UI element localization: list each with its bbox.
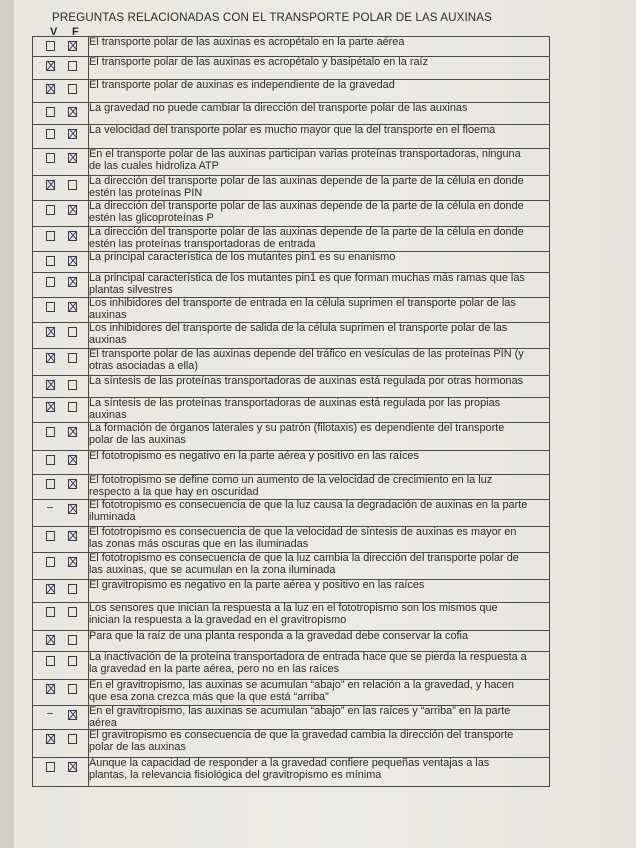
answer-cell [33,706,89,730]
question-row [33,252,550,273]
answer-cell [33,349,89,376]
question-text: El fototropismo es consecuencia de que la luz causa la degradación de auxinas en la parte iluminada [89,500,550,527]
questions-table [32,36,550,787]
answer-cell [33,273,89,298]
question-text: El fototropismo es consecuencia de que la luz cambia la dirección del transporte polar de las auxinas, que se acumulan en la zona iluminada [89,553,550,580]
question-row [33,201,550,227]
question-row [33,398,550,423]
true-checkbox[interactable] [46,256,55,266]
false-checkbox[interactable] [68,107,77,117]
true-checkbox[interactable] [46,380,55,390]
question-text: La dirección del transporte polar de las auxinas depende de la parte de la célula en donde estén las proteínas PIN [89,176,550,201]
answer-cell [33,680,89,706]
answer-cell [33,149,89,176]
answer-cell [33,201,89,227]
question-row [33,680,550,706]
true-checkbox[interactable] [46,557,55,567]
false-checkbox[interactable] [68,684,77,694]
question-text: La dirección del transporte polar de las auxinas depende de la parte de la célula en donde estén las glicoproteínas P [89,201,550,227]
false-checkbox[interactable] [68,635,77,645]
true-checkbox[interactable] [46,656,55,666]
question-row [33,323,550,349]
answer-cell [33,398,89,423]
true-checkbox[interactable] [46,635,55,645]
question-row [33,706,550,730]
question-row [33,631,550,652]
question-text: La principal característica de los mutantes pin1 es su enanismo [89,252,550,273]
question-text: El fototropismo es negativo en la parte aérea y positivo en las raíces [89,451,550,475]
true-checkbox[interactable] [46,107,55,117]
true-checkbox[interactable] [46,427,55,437]
answer-cell [33,553,89,580]
false-checkbox[interactable] [68,327,77,337]
false-checkbox[interactable] [68,153,77,163]
false-checkbox[interactable] [68,584,77,594]
false-checkbox[interactable] [68,205,77,215]
question-row [33,149,550,176]
question-row [33,475,550,500]
question-row [33,423,550,451]
false-checkbox[interactable] [68,531,77,541]
question-text: La síntesis de las proteínas transportadoras de auxinas está regulada por las propias auxinas [89,398,550,423]
question-row [33,273,550,298]
answer-cell [33,37,89,57]
answer-cell [33,730,89,758]
true-checkbox[interactable] [46,129,55,139]
question-text: El transporte polar de las auxinas depende del tráfico en vesículas de las proteínas PIN (y otras asociadas a ella) [89,349,550,376]
page-title: PREGUNTAS RELACIONADAS CON EL TRANSPORTE POLAR DE LAS AUXINAS [52,11,492,24]
question-row [33,125,550,149]
answer-cell [33,252,89,273]
true-checkbox[interactable] [46,205,55,215]
answer-cell [33,475,89,500]
answer-cell [33,125,89,149]
true-checkbox[interactable] [46,153,55,163]
false-checkbox[interactable] [68,656,77,666]
question-row [33,176,550,201]
question-row [33,652,550,680]
question-text: El gravitropismo es consecuencia de que la gravedad cambia la dirección del transporte polar de las auxinas [89,730,550,758]
question-row [33,527,550,553]
false-checkbox[interactable] [68,762,77,772]
question-row [33,80,550,103]
question-row [33,553,550,580]
answer-cell [33,176,89,201]
false-checkbox[interactable] [68,504,77,514]
true-checkbox[interactable] [46,710,55,720]
false-checkbox[interactable] [68,353,77,363]
true-checkbox[interactable] [46,531,55,541]
false-checkbox[interactable] [68,61,77,71]
question-text: El gravitropismo es negativo en la parte aérea y positivo en las raíces [89,580,550,603]
answer-cell [33,603,89,631]
false-checkbox[interactable] [68,402,77,412]
question-text: En el gravitropismo, las auxinas se acumulan “abajo” en las raíces y “arriba” en la parte aérea [89,706,550,730]
false-checkbox[interactable] [68,427,77,437]
question-text: La velocidad del transporte polar es mucho mayor que la del transporte en el floema [89,125,550,149]
answer-cell [33,80,89,103]
true-checkbox[interactable] [46,61,55,71]
true-checkbox[interactable] [46,231,55,241]
question-text: Aunque la capacidad de responder a la gravedad confiere pequeñas ventajas a las plantas, la relevancia fisiológica del gravitropismo es mínima [89,758,550,787]
false-column-header: F [72,26,79,38]
question-row [33,758,550,787]
true-checkbox[interactable] [46,277,55,287]
question-text: Los sensores que inician la respuesta a la luz en el fototropismo son los mismos que inician la respuesta a la gravedad en el gravitropismo [89,603,550,631]
false-checkbox[interactable] [68,129,77,139]
answer-cell [33,527,89,553]
answer-cell [33,451,89,475]
question-text: La formación de órganos laterales y su patrón (filotaxis) es dependiente del transporte polar de las auxinas [89,423,550,451]
question-text: El transporte polar de las auxinas es acropétalo en la parte aérea [89,37,550,57]
question-text: El transporte polar de las auxinas es acropétalo y basipétalo en la raíz [89,57,550,80]
answer-cell [33,500,89,527]
question-text: La síntesis de las proteínas transportadoras de auxinas está regulada por otras hormonas [89,376,550,398]
true-checkbox[interactable] [46,734,55,744]
false-checkbox[interactable] [68,455,77,465]
question-text: El fototropismo se define como un aumento de la velocidad de crecimiento en la luz respecto a la que hay en oscuridad [89,475,550,500]
false-checkbox[interactable] [68,84,77,94]
false-checkbox[interactable] [68,734,77,744]
false-checkbox[interactable] [68,231,77,241]
answer-cell [33,631,89,652]
false-checkbox[interactable] [68,180,77,190]
question-text: En el gravitropismo, las auxinas se acumulan “abajo” en relación a la gravedad, y hacen que esa zona crezca más que la que está “arriba” [89,680,550,706]
question-row [33,580,550,603]
question-text: El fototropismo es consecuencia de que la velocidad de síntesis de auxinas es mayor en las zonas más oscuras que en las iluminadas [89,527,550,553]
true-checkbox[interactable] [46,479,55,489]
question-text: Los inhibidores del transporte de salida de la célula suprimen el transporte polar de las auxinas [89,323,550,349]
answer-cell [33,57,89,80]
answer-cell [33,298,89,323]
true-checkbox[interactable] [46,180,55,190]
true-checkbox[interactable] [46,41,55,51]
true-checkbox[interactable] [46,353,55,363]
answer-cell [33,758,89,787]
false-checkbox[interactable] [68,277,77,287]
true-checkbox[interactable] [46,684,55,694]
question-row [33,376,550,398]
answer-cell [33,103,89,125]
question-text: La dirección del transporte polar de las auxinas depende de la parte de la célula en donde estén las proteínas transportadoras de entrada [89,227,550,252]
question-row [33,227,550,252]
answer-cell [33,423,89,451]
true-checkbox[interactable] [46,402,55,412]
question-row [33,103,550,125]
true-checkbox[interactable] [46,584,55,594]
false-checkbox[interactable] [68,380,77,390]
false-checkbox[interactable] [68,41,77,51]
question-row [33,298,550,323]
question-text: Los inhibidores del transporte de entrada en la célula suprimen el transporte polar de las auxinas [89,298,550,323]
false-checkbox[interactable] [68,557,77,567]
true-checkbox[interactable] [46,327,55,337]
false-checkbox[interactable] [68,302,77,312]
true-checkbox[interactable] [46,607,55,617]
question-text: En el transporte polar de las auxinas participan varias proteínas transportadoras, ninguna de las cuales hidroliza ATP [89,149,550,176]
answer-cell [33,652,89,680]
false-checkbox[interactable] [68,710,77,720]
answer-cell [33,376,89,398]
true-checkbox[interactable] [46,762,55,772]
false-checkbox[interactable] [68,256,77,266]
question-row [33,451,550,475]
true-checkbox[interactable] [46,455,55,465]
answer-cell [33,580,89,603]
question-row [33,37,550,57]
true-checkbox[interactable] [46,84,55,94]
true-checkbox[interactable] [46,504,55,514]
question-text: La principal característica de los mutantes pin1 es que forman muchas más ramas que las plantas silvestres [89,273,550,298]
question-row [33,57,550,80]
question-row [33,730,550,758]
question-row [33,603,550,631]
question-text: La gravedad no puede cambiar la dirección del transporte polar de las auxinas [89,103,550,125]
true-checkbox[interactable] [46,302,55,312]
answer-cell [33,323,89,349]
answer-cell [33,227,89,252]
question-row [33,500,550,527]
false-checkbox[interactable] [68,479,77,489]
true-column-header: V [50,26,58,38]
question-text: El transporte polar de auxinas es independiente de la gravedad [89,80,550,103]
question-text: La inactivación de la proteína transportadora de entrada hace que se pierda la respuesta a la gravedad en la parte aérea, pero no en las raíces [89,652,550,680]
question-text: Para que la raíz de una planta responda a la gravedad debe conservar la cofia [89,631,550,652]
question-row [33,349,550,376]
false-checkbox[interactable] [68,607,77,617]
